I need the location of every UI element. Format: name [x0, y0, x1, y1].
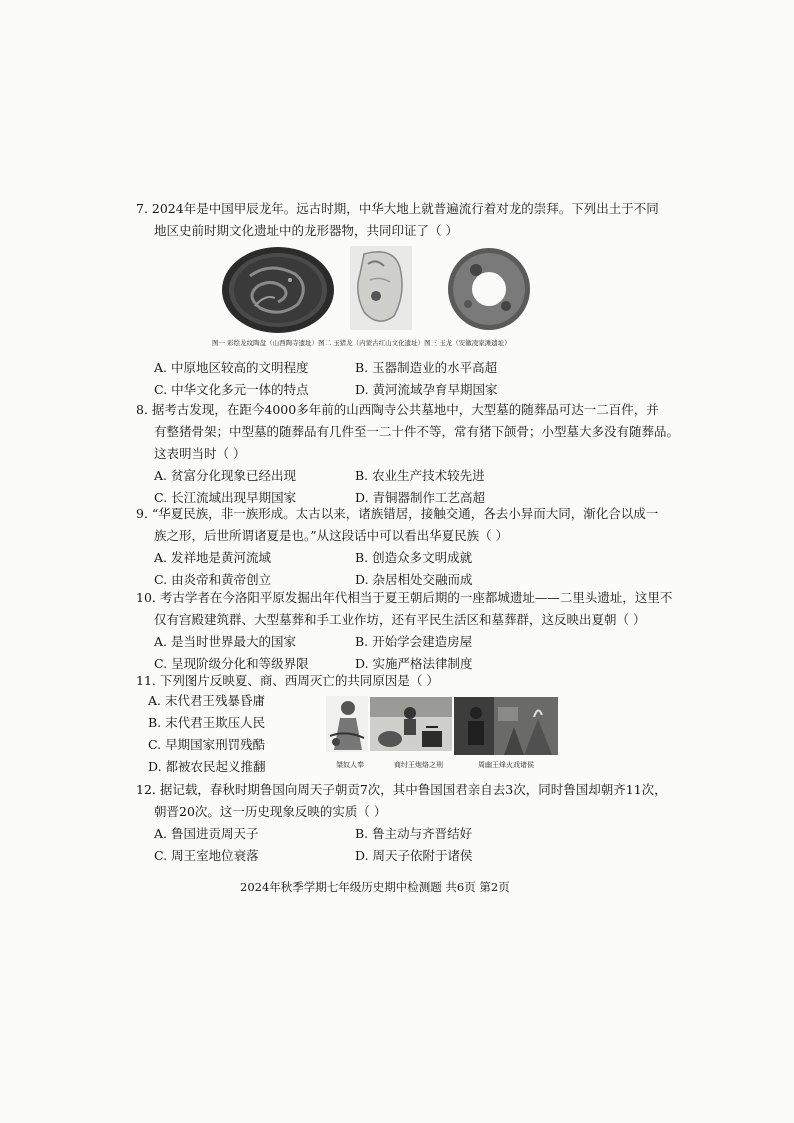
- q10-option-a[interactable]: A. 是当时世界最大的国家: [154, 634, 296, 649]
- q10-line2: 仅有宫殿建筑群、大型墓葬和手工业作坊，还有平民生活区和墓葬群，这反映出夏朝（ ）: [154, 612, 646, 627]
- q12-option-d[interactable]: D. 周天子依附于诸侯: [355, 848, 473, 863]
- q7-line1: 7. 2024年是中国甲辰龙年。远古时期，中华大地上就普遍流行着对龙的崇拜。下列出土于不同: [136, 201, 659, 216]
- q8-option-c[interactable]: C. 长江流域出现早期国家: [154, 490, 297, 505]
- q8-line3: 这表明当时（ ）: [154, 446, 246, 461]
- q11-option-a[interactable]: A. 末代君王残暴昏庸: [148, 693, 265, 708]
- q11-line1: 11. 下列图片反映夏、商、西周灭亡的共同原因是（ ）: [136, 673, 439, 688]
- painted-dragon-plate-image: [220, 246, 336, 338]
- question-7: [136, 198, 659, 242]
- zhou-you-beacon-illustration: [454, 697, 558, 759]
- q11-options: [148, 690, 266, 778]
- q8-option-b[interactable]: B. 农业生产技术较先进: [355, 468, 485, 483]
- q8-option-a[interactable]: A. 贫富分化现象已经出现: [154, 468, 296, 483]
- q10-option-b[interactable]: B. 开始学会建造房屋: [355, 634, 473, 649]
- q7-figure-caption: 图一 彩绘龙纹陶盘（山西陶寺遗址）图二 玉猪龙（内蒙古红山文化遗址）图三 玉龙（安徽凌家滩遗址）: [212, 339, 511, 347]
- q9-option-d[interactable]: D. 杂居相处交融而成: [355, 572, 473, 587]
- q9-line1: 9. “华夏民族，非一族形成。太古以来，诸族错居，接触交通，各去小异而大同，渐化合以成一: [136, 506, 659, 521]
- q11-caption-3: 周幽王烽火戏诸侯: [478, 761, 534, 769]
- q10-line1: 10. 考古学者在今洛阳平原发掘出年代相当于夏王朝后期的一座都城遗址——二里头遗址，这里不: [136, 590, 673, 605]
- q8-option-d[interactable]: D. 青铜器制作工艺高超: [355, 490, 486, 505]
- q11-caption-2: 商纣王炮烙之刑: [394, 761, 443, 769]
- q10-option-c[interactable]: C. 呈现阶级分化和等级界限: [154, 656, 309, 671]
- page-footer: 2024年秋季学期七年级历史期中检测题 共6页 第2页: [240, 880, 510, 894]
- q7-options: [136, 357, 636, 401]
- q9-option-c[interactable]: C. 由炎帝和黄帝创立: [154, 572, 272, 587]
- question-9: [136, 503, 659, 591]
- q8-line2: 有整猪骨架；中型墓的随葬品有几件至一二十件不等，常有猪下颌骨；小型墓大多没有随葬品。: [154, 424, 680, 439]
- q11-option-b[interactable]: B. 末代君王欺压人民: [148, 715, 266, 730]
- q12-option-b[interactable]: B. 鲁主动与齐晋结好: [355, 826, 473, 841]
- q7-option-b[interactable]: B. 玉器制造业的水平高超: [355, 360, 498, 375]
- question-8: [136, 399, 680, 509]
- q10-option-d[interactable]: D. 实施严格法律制度: [355, 656, 473, 671]
- q12-line2: 朝晋20次。这一历史现象反映的实质（ ）: [154, 804, 387, 819]
- q12-option-a[interactable]: A. 鲁国进贡周天子: [154, 826, 259, 841]
- shang-zhou-torture-illustration: [370, 697, 452, 755]
- question-10: [136, 587, 673, 675]
- q9-option-b[interactable]: B. 创造众多文明成就: [355, 550, 473, 565]
- question-12: [136, 779, 667, 867]
- q11-caption-1: 桀奴人奉: [336, 761, 364, 769]
- jade-dragon-ring-image: [446, 246, 532, 336]
- q12-line1: 12. 据记载，春秋时期鲁国向周天子朝贡7次，其中鲁国国君亲自去3次，同时鲁国却朝齐11次，: [136, 782, 667, 797]
- q7-option-d[interactable]: D. 黄河流域孕育早期国家: [355, 382, 498, 397]
- jade-pig-dragon-image: [350, 246, 412, 334]
- q11-option-d[interactable]: D. 都被农民起义推翻: [148, 759, 266, 774]
- question-11: [136, 670, 636, 692]
- q9-option-a[interactable]: A. 发祥地是黄河流域: [154, 550, 271, 565]
- q8-line1: 8. 据考古发现，在距今4000多年前的山西陶寺公共墓地中，大型墓的随葬品可达一二百件，并: [136, 402, 659, 417]
- q7-line2: 地区史前时期文化遗址中的龙形器物，共同印证了（ ）: [154, 223, 458, 238]
- q7-option-c[interactable]: C. 中华文化多元一体的特点: [154, 382, 309, 397]
- q9-line2: 族之形，后世所谓诸夏是也。”从这段话中可以看出华夏民族（ ）: [154, 528, 509, 543]
- q11-option-c[interactable]: C. 早期国家刑罚残酷: [148, 737, 266, 752]
- q12-option-c[interactable]: C. 周王室地位衰落: [154, 848, 259, 863]
- q7-option-a[interactable]: A. 中原地区较高的文明程度: [154, 360, 309, 375]
- jie-king-illustration: [326, 696, 368, 756]
